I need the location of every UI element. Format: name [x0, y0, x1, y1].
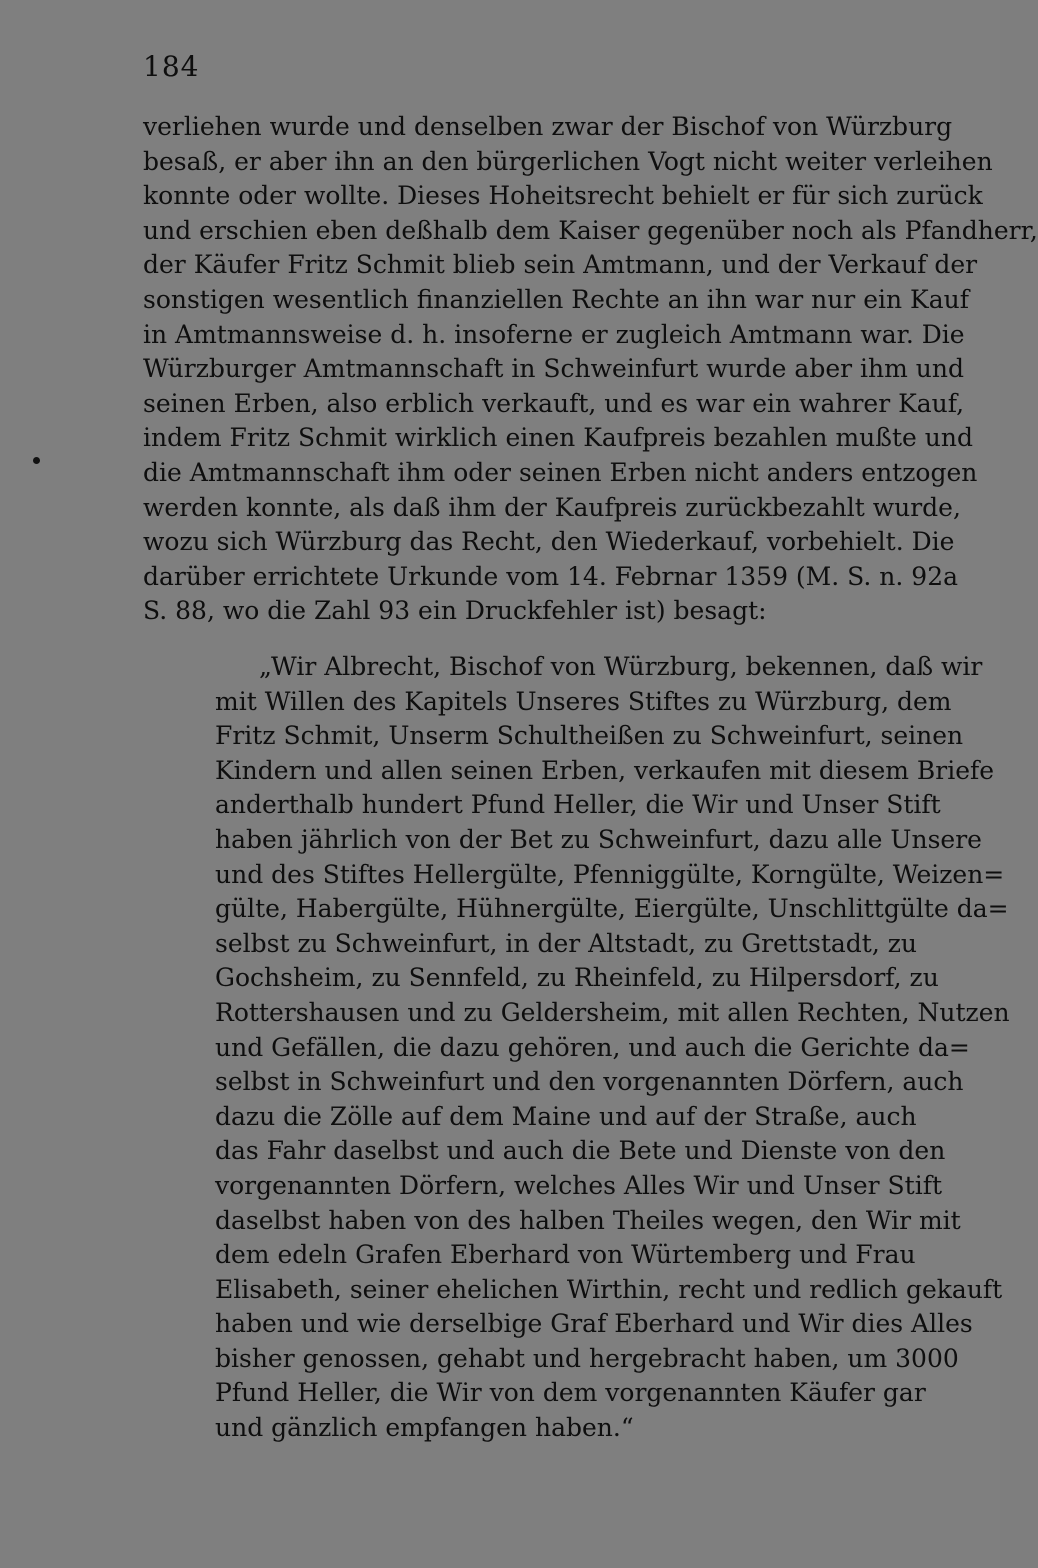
quote-line: haben und wie derselbige Graf Eberhard und Wir dies Alles [215, 1309, 973, 1339]
text-line: die Amtmannschaft ihm oder seinen Erben nicht anders entzogen [143, 457, 978, 487]
text-line: sonstigen wesentlich finanziellen Rechte an ihn war nur ein Kauf [143, 284, 969, 314]
quote-line: und Gefällen, die dazu gehören, und auch die Gerichte da= [215, 1032, 970, 1062]
margin-ink-mark [33, 457, 40, 464]
text-line: in Amtmannsweise d. h. insoferne er zugleich Amtmann war. Die [143, 319, 965, 349]
text-line: seinen Erben, also erblich verkauft, und es war ein wahrer Kauf, [143, 388, 965, 418]
body-paragraph [143, 110, 1038, 629]
text-line: wozu sich Würzburg das Recht, den Wiederkauf, vorbehielt. Die [143, 527, 955, 557]
quote-line: dem edeln Grafen Eberhard von Würtemberg und Frau [215, 1240, 916, 1270]
quote-line: haben jährlich von der Bet zu Schweinfurt, dazu alle Unsere [215, 824, 982, 854]
quote-line: und des Stiftes Hellergülte, Pfenniggülte, Korngülte, Weizen= [215, 859, 1005, 889]
quote-line: bisher genossen, gehabt und hergebracht haben, um 3000 [215, 1343, 959, 1373]
quote-line: dazu die Zölle auf dem Maine und auf der Straße, auch [215, 1101, 917, 1131]
quote-line: das Fahr daselbst und auch die Bete und Dienste von den [215, 1136, 946, 1166]
quote-line: mit Willen des Kapitels Unseres Stiftes zu Würzburg, dem [215, 686, 952, 716]
quote-line: daselbst haben von des halben Theiles wegen, den Wir mit [215, 1205, 961, 1235]
text-line: besaß, er aber ihn an den bürgerlichen Vogt nicht weiter verleihen [143, 146, 993, 176]
text-line: S. 88, wo die Zahl 93 ein Druckfehler ist) besagt: [143, 596, 767, 626]
quote-line: Elisabeth, seiner ehelichen Wirthin, recht und redlich gekauft [215, 1274, 1003, 1304]
quote-line: Gochsheim, zu Sennfeld, zu Rheinfeld, zu Hilpersdorf, zu [215, 963, 939, 993]
quote-line: anderthalb hundert Pfund Heller, die Wir und Unser Stift [215, 790, 941, 820]
quote-line: selbst in Schweinfurt und den vorgenannten Dörfern, auch [215, 1067, 964, 1097]
text-line: Würzburger Amtmannschaft in Schweinfurt wurde aber ihm und [143, 354, 964, 384]
quoted-document [215, 650, 1010, 1446]
quote-line: selbst zu Schweinfurt, in der Altstadt, zu Grettstadt, zu [215, 928, 918, 958]
text-line: werden konnte, als daß ihm der Kaufpreis zurückbezahlt wurde, [143, 492, 961, 522]
quote-line: vorgenannten Dörfern, welches Alles Wir und Unser Stift [215, 1170, 943, 1200]
quote-line: Rottershausen und zu Geldersheim, mit allen Rechten, Nutzen [215, 997, 1010, 1027]
text-line: und erschien eben deßhalb dem Kaiser gegenüber noch als Pfandherr, [143, 215, 1038, 245]
quote-line: Kindern und allen seinen Erben, verkaufen mit diesem Briefe [215, 755, 995, 785]
page-number: 184 [143, 50, 200, 83]
quote-line: und gänzlich empfangen haben.“ [215, 1413, 634, 1443]
text-line: indem Fritz Schmit wirklich einen Kaufpreis bezahlen mußte und [143, 423, 973, 453]
quote-line: „Wir Albrecht, Bischof von Würzburg, bekennen, daß wir [259, 652, 983, 681]
text-line: darüber errichtete Urkunde vom 14. Febrnar 1359 (M. S. n. 92a [143, 561, 959, 591]
text-line: der Käufer Fritz Schmit blieb sein Amtmann, und der Verkauf der [143, 250, 978, 280]
text-line: konnte oder wollte. Dieses Hoheitsrecht behielt er für sich zurück [143, 181, 983, 211]
quote-line: Fritz Schmit, Unserm Schultheißen zu Schweinfurt, seinen [215, 721, 964, 751]
quote-line: Pfund Heller, die Wir von dem vorgenannten Käufer gar [215, 1378, 926, 1408]
quote-line: gülte, Habergülte, Hühnergülte, Eiergülte, Unschlittgülte da= [215, 894, 1009, 924]
text-line: verliehen wurde und denselben zwar der Bischof von Würzburg [143, 112, 953, 141]
